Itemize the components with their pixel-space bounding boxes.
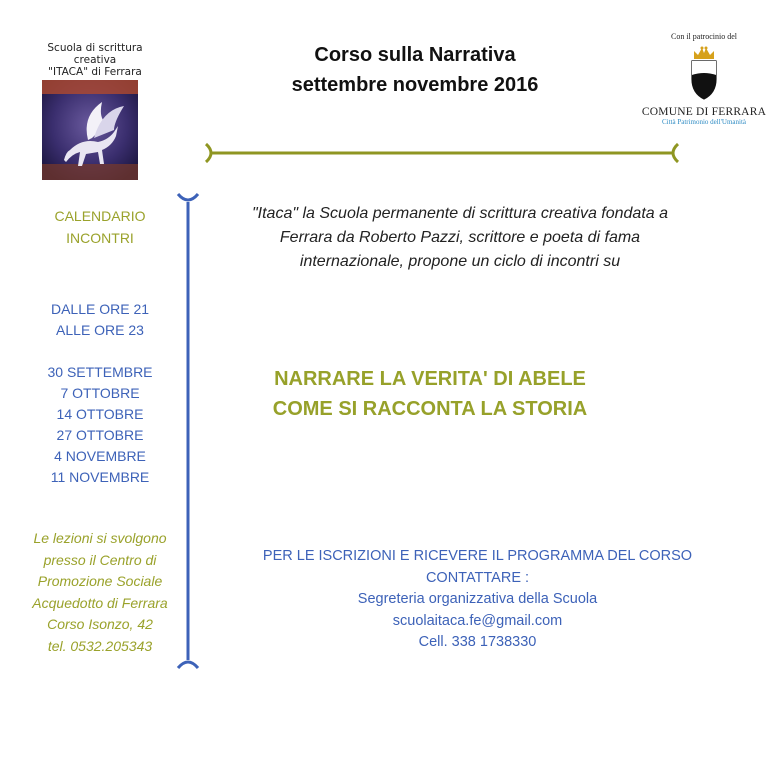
schedule-column [15,205,185,657]
headline-line: NARRARE LA VERITA' DI ABELE [274,368,586,390]
intro-paragraph [210,202,710,274]
school-logo-line: "ITACA" di Ferrara [48,66,142,78]
date-item: 27 OTTOBRE [56,427,144,443]
venue-line: Le lezioni si svolgono [33,530,167,546]
comune-logo [640,32,768,126]
school-logo [30,40,160,150]
intro-line: "Itaca" la Scuola permanente di scrittura creativa fondata a [251,205,669,222]
date-item: 4 NOVEMBRE [54,448,146,464]
calendar-heading [15,205,185,249]
crest-icon [684,45,724,101]
contact-line: PER LE ISCRIZIONI E RICEVERE IL PROGRAMMA DEL CORSO [262,548,693,564]
date-item: 14 OTTOBRE [56,406,144,422]
school-logo-text [40,42,150,78]
course-headline [210,364,650,424]
course-title-line1: Corso sulla Narrativa [314,44,516,66]
patron-label: Con il patrocinio del [671,32,737,41]
course-title [215,40,615,100]
comune-name: COMUNE DI FERRARA [641,106,767,118]
headline-line: COME SI RACCONTA LA STORIA [272,398,588,420]
venue-line: Promozione Sociale [37,573,163,589]
venue-line: Acquedotto di Ferrara [32,594,168,611]
contact-line: CONTATTARE : [425,569,530,586]
date-item: 7 OTTOBRE [60,385,140,401]
school-logo-line: Scuola di scrittura [47,42,143,54]
intro-line: internazionale, propone un ciclo di incontri su [299,253,621,270]
school-logo-line: creativa [73,54,117,66]
hours-line: ALLE ORE 23 [56,322,144,338]
calendar-heading-line: INCONTRI [66,230,134,246]
venue-line: presso il Centro di [43,551,157,568]
dates-list [15,362,185,488]
intro-line: Ferrara da Roberto Pazzi, scrittore e poeta di fama [279,229,641,246]
venue-line: Corso Isonzo, 42 [47,616,153,632]
venue-info [15,528,185,657]
course-title-line2: settembre novembre 2016 [291,74,539,96]
hours-block [15,299,185,341]
calendar-heading-line: CALENDARIO [54,208,146,224]
email-text: scuolaitaca.fe@gmail.com [392,612,563,629]
date-item: 30 SETTEMBRE [47,364,153,380]
contact-info [220,546,735,654]
hours-line: DALLE ORE 21 [50,301,150,317]
date-item: 11 NOVEMBRE [50,469,150,485]
contact-line: Segreteria organizzativa della Scuola [357,591,598,607]
phone-text: Cell. 338 1738330 [418,634,537,650]
venue-line: tel. 0532.205343 [47,637,153,654]
comune-subtitle: Città Patrimonio dell'Umanità [661,118,747,126]
header-divider [200,142,684,164]
pegasus-painting [42,80,138,180]
